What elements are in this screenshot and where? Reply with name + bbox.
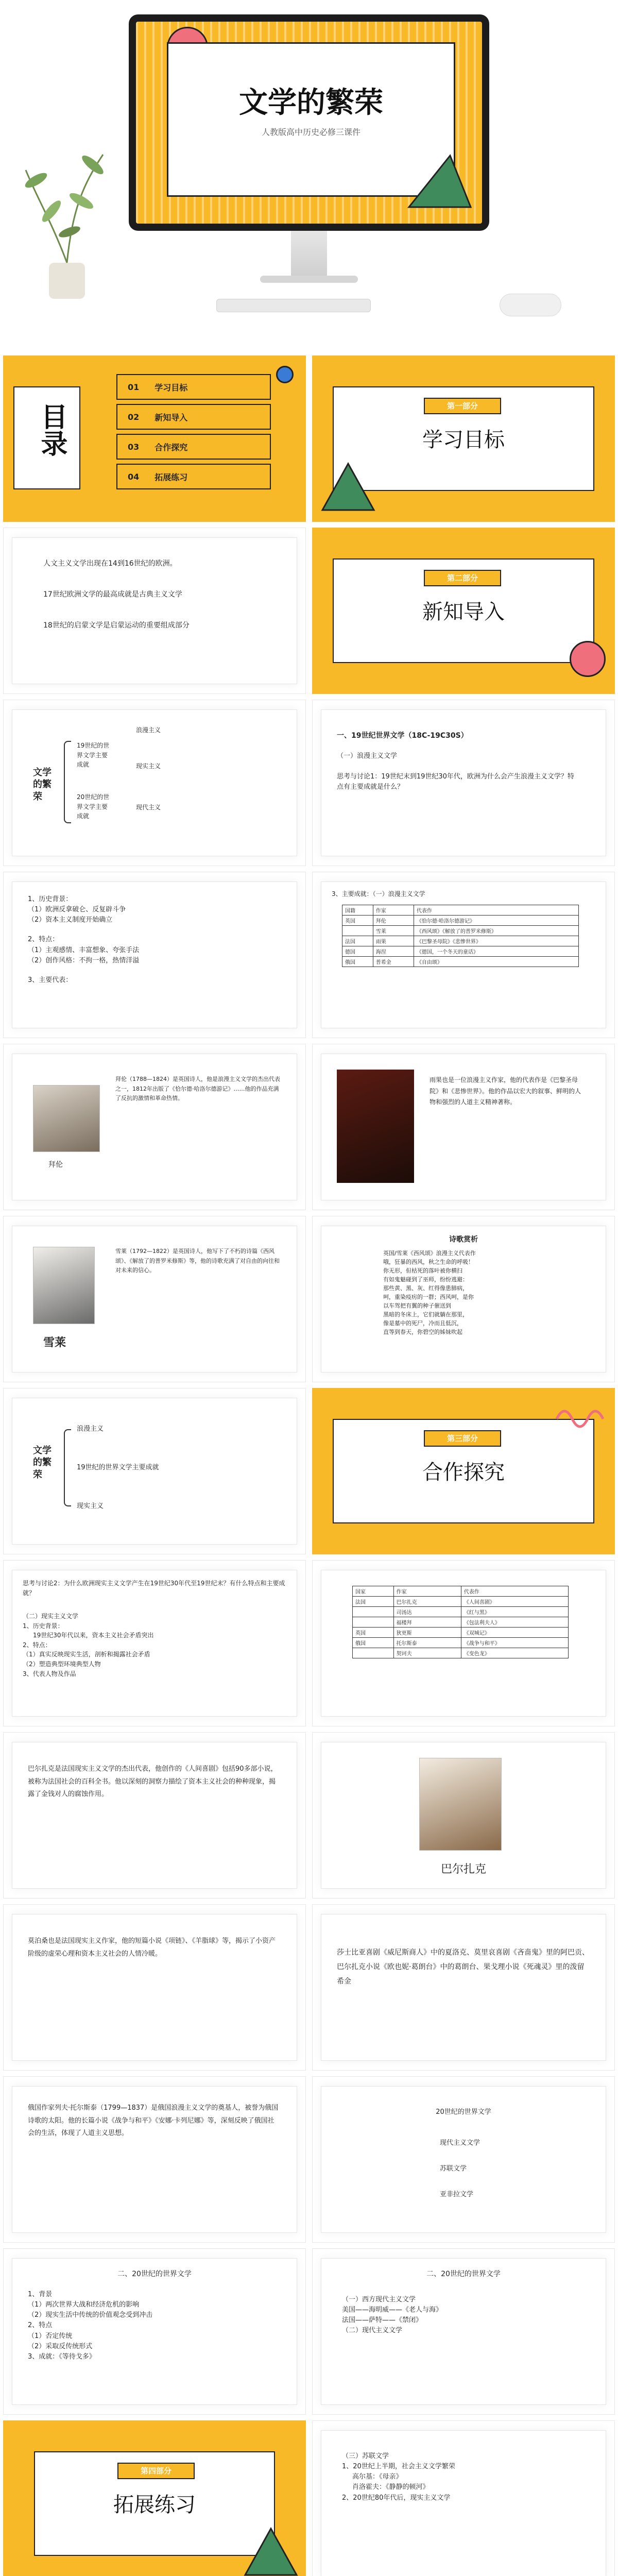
table-cell: 俄国: [342, 957, 373, 967]
poem-line: 像是墓中的死尸，冷而且低沉，: [383, 1320, 462, 1327]
table-row: [342, 916, 579, 926]
monitor-stand: [291, 231, 327, 277]
slide-part3: [312, 1388, 615, 1554]
part1-tag: 第一部分: [424, 398, 501, 414]
toc-num: 02: [128, 412, 140, 422]
real-line: （二）现实主义文学: [23, 1613, 79, 1620]
more-text: 莫泊桑也是法国现实主义作家，他的短篇小说《项链》、《羊脂球》等，揭示了小资产阶级的虚荣心理和资本主义社会的人情冷暖。: [28, 1937, 276, 1958]
keyboard: [216, 299, 371, 312]
slide-toc: [3, 355, 306, 522]
hero-title: 文学的繁荣: [239, 86, 383, 120]
blue-circle-shape: [276, 366, 294, 383]
part2-title: 新知导入: [422, 600, 505, 624]
tolstoy-text: 俄国作家列夫·托尔斯泰（1799—1837）是俄国浪漫主义文学的奠基人，被誉为俄国诗歌的太阳。他的长篇小说《战争与和平》《安娜·卡列尼娜》等，深刻反映了俄国社会的生活，体现了人道主义思想。: [28, 2104, 279, 2138]
mod-item: 现代主义文学: [440, 2139, 480, 2147]
toc-item[interactable]: [116, 404, 271, 430]
mod-center: 20世纪的世界文学: [436, 2108, 491, 2116]
soviet-line: 肖洛霍夫：《静静的顿河》: [352, 2483, 430, 2492]
monitor-screen: [136, 22, 482, 224]
achievement-table: [342, 905, 579, 967]
table-row: [353, 1597, 569, 1607]
table-cell: 雨果: [373, 936, 414, 946]
slide-part2: [312, 528, 615, 694]
table-cell: 《红与黑》: [461, 1607, 568, 1617]
spacer: [28, 925, 139, 935]
balzac-name: 巴尔扎克: [440, 1863, 486, 1876]
toc-label: 拓展练习: [154, 472, 188, 482]
sec20a-list: [28, 2290, 152, 2362]
mind1-leaf: 现实主义: [136, 762, 161, 770]
table-cell: 海涅: [373, 946, 414, 957]
hugo-text: 雨果也是一位浪漫主义作家，他的代表作是《巴黎圣母院》和《悲惨世界》。他的作品以宏大的叙事、鲜明的人物和强烈的人道主义精神著称。: [430, 1076, 581, 1106]
table2-box: [321, 1570, 606, 1717]
mind1-leaf: 现代主义: [136, 804, 161, 811]
part4-title: 拓展练习: [113, 2493, 196, 2517]
table-cell: 《西风颂》《解放了的普罗米修斯》: [414, 926, 578, 936]
sec20b-title: 二、20世纪的世界文学: [426, 2270, 501, 2278]
table-cell: 狄更斯: [393, 1628, 461, 1638]
slide-table2: [312, 1560, 615, 1726]
spacer: [28, 966, 139, 975]
green-triangle-shape: [404, 150, 476, 212]
balzac-text: 巴尔扎克是法国现实主义文学的杰出代表，他创作的《人间喜剧》包括90多部小说，被称为法国社会的百科全书。他以深刻的洞察力描绘了资本主义社会的种种现象，揭露了金钱对人的腐蚀作用。: [28, 1765, 278, 1799]
shelley-text: 雪莱（1792—1822）是英国诗人，他写下了不朽的诗篇《西风颂》、《解放了的普罗米修斯》等，他的诗歌充满了对自由的向往和对未来的信心。: [115, 1248, 280, 1274]
table-cell: 托尔斯泰: [393, 1638, 461, 1648]
part4-tag: 第四部分: [117, 2463, 195, 2479]
roman-line: 3、主要代表：: [28, 976, 73, 984]
poem-box: [321, 1226, 606, 1372]
mind2-box: [12, 1398, 297, 1545]
soviet-line: （三）苏联文学: [342, 2452, 389, 2460]
real-line: （1）真实反映现实生活，剖析和揭露社会矛盾: [23, 1651, 150, 1658]
sec20a-line: 2、特点: [28, 2321, 53, 2330]
table-cell: 司汤达: [393, 1607, 461, 1617]
real-line: 1、历史背景：: [23, 1622, 64, 1630]
table-cell: 《双城记》: [461, 1628, 568, 1638]
sec20a-line: 1、背景: [28, 2291, 53, 2298]
slide-sec20a: [3, 2248, 306, 2415]
roman-line: （1）主观感情、丰富想象、夸张手法: [28, 946, 140, 954]
mind2-leaf: 19世纪的世界文学主要成就: [77, 1464, 159, 1471]
slide-byron: [3, 1044, 306, 1210]
sec20b-line: （二）现代主义文学: [342, 2327, 403, 2335]
toc-label: 合作探究: [154, 442, 188, 452]
table-head-cell: 代表作: [461, 1586, 568, 1597]
table-cell: 法国: [342, 936, 373, 946]
shelley-box: [12, 1226, 297, 1372]
mind1-leaf: 浪漫主义: [136, 726, 161, 734]
sec20b-line: 法国——萨特——《禁闭》: [342, 2316, 423, 2325]
sec20b-line: 美国——海明威——《老人与海》: [342, 2306, 443, 2314]
roman-list: [28, 894, 139, 986]
goal-item: 18世纪的启蒙文学是启蒙运动的重要组成部分: [43, 621, 190, 630]
sec20a-line: （2）现实生活中传统的价值观念受到冲击: [28, 2311, 153, 2319]
wave-shape: [554, 1398, 611, 1429]
mind2-leaf: 浪漫主义: [77, 1425, 104, 1433]
soviet-list: [342, 2451, 455, 2503]
toc-num: 04: [128, 471, 140, 482]
toc-item[interactable]: [116, 434, 271, 460]
table-row: [353, 1617, 569, 1628]
part3-tag: 第三部分: [424, 1430, 501, 1447]
soviet-line: 1、20世纪上半期，社会主义文学繁荣: [342, 2463, 455, 2471]
slide-soviet: [312, 2420, 615, 2576]
sec20a-line: （1）两次世界大战和经济危机的影响: [28, 2301, 140, 2309]
slide-modern-map: [312, 2076, 615, 2243]
sec20a-title: 二、20世纪的世界文学: [117, 2270, 192, 2278]
bracket-shape: [64, 741, 71, 823]
roman-line: （2）资本主义制度开始确立: [28, 916, 113, 924]
table-cell: 《恰尔德·哈洛尔德游记》: [414, 916, 578, 926]
table-cell: 契诃夫: [393, 1648, 461, 1658]
sec19-box: [321, 709, 606, 856]
slide-table1: [312, 872, 615, 1038]
byron-portrait: [33, 1085, 100, 1152]
table-cell: 《人间喜剧》: [461, 1597, 568, 1607]
slide-balzac-text: [3, 1732, 306, 1899]
mind1-box: [12, 709, 297, 856]
table-row: [342, 957, 579, 967]
misers-box: [321, 1914, 606, 2061]
table-cell: 巴尔扎克: [393, 1597, 461, 1607]
table-cell: [353, 1617, 394, 1628]
roman-box: [12, 882, 297, 1028]
poem-line: 以车驾把有翼的种子催送到: [383, 1302, 451, 1310]
toc-label: 学习目标: [154, 382, 188, 393]
table-head-cell: 作家: [393, 1586, 461, 1597]
slide-mindmap2: [3, 1388, 306, 1554]
table-cell: 《战争与和平》: [461, 1638, 568, 1648]
part2-tag: 第二部分: [424, 570, 501, 586]
table-row: [353, 1648, 569, 1658]
real-list: [23, 1612, 154, 1679]
byron-name: 拜伦: [48, 1161, 63, 1169]
slide-mindmap1: [3, 700, 306, 866]
table-row: [342, 936, 579, 946]
table-cell: [353, 1648, 394, 1658]
balzac-portrait-box: [321, 1742, 606, 1889]
shelley-portrait: [33, 1247, 95, 1324]
poem-line: 直等到春天，你碧空的姊妹吹起: [383, 1329, 462, 1336]
real-line: 19世纪30年代以来，资本主义社会矛盾突出: [33, 1632, 154, 1639]
mind1-branch: 20世纪的世界文学主要成就: [77, 793, 110, 820]
poem-title: 诗歌赏析: [449, 1235, 478, 1244]
more-box: [12, 1914, 297, 2061]
part3-title: 合作探究: [422, 1461, 505, 1484]
monitor: [129, 14, 489, 231]
table-head-cell: 国籍: [342, 905, 373, 916]
sec19-subheading: （一）浪漫主义文学: [337, 752, 398, 760]
slide-part1: [312, 355, 615, 522]
mod-item: 苏联文学: [440, 2165, 467, 2173]
shelley-name: 雪莱: [43, 1336, 66, 1349]
soviet-box: [321, 2430, 606, 2576]
roman-line: 2、特点：: [28, 936, 59, 944]
toc-heading-box: [13, 386, 80, 489]
mind2-leaf: 现实主义: [77, 1502, 104, 1510]
balzac-portrait: [419, 1758, 502, 1851]
table-header-row: [353, 1586, 569, 1597]
real-line: （2）塑造典型环境典型人物: [23, 1660, 101, 1668]
table-cell: 普希金: [373, 957, 414, 967]
part1-title: 学习目标: [422, 428, 505, 452]
part3-box: [333, 1419, 594, 1523]
poem-line: 有如鬼魅碰到了巫师，纷纷逃避：: [383, 1276, 468, 1283]
balzac-text-box: [12, 1742, 297, 1889]
slide-realism: [3, 1560, 306, 1726]
table-row: [342, 926, 579, 936]
table-row: [342, 946, 579, 957]
plant-illustration: [21, 108, 113, 304]
mouse: [500, 294, 561, 316]
green-triangle-shape: [317, 459, 379, 515]
slide-balzac-portrait: [312, 1732, 615, 1899]
sec20b-line: （一）西方现代主义文学: [342, 2296, 416, 2303]
hero-section: [0, 0, 618, 350]
table-row: [353, 1607, 569, 1617]
mind1-center: 文学的繁荣: [33, 767, 52, 802]
slide-sec20b: [312, 2248, 615, 2415]
green-triangle-shape: [240, 2523, 302, 2576]
poem-line: 哦，狂暴的西风，秋之生命的呼吸！: [383, 1259, 474, 1266]
toc-item[interactable]: [116, 464, 271, 489]
poem-line: 你无形，但枯死的落叶被你横扫: [383, 1267, 462, 1275]
toc-item[interactable]: [116, 374, 271, 400]
mind1-branch: 19世纪的世界文学主要成就: [77, 742, 110, 769]
bracket-shape: [64, 1429, 71, 1506]
poem-lines: [383, 1249, 476, 1336]
table-cell: 拜伦: [373, 916, 414, 926]
table-cell: 福楼拜: [393, 1617, 461, 1628]
soviet-line: 2、20世纪80年代后，现实主义文学: [342, 2494, 451, 2502]
table-cell: 英国: [353, 1628, 394, 1638]
table-cell: [353, 1607, 394, 1617]
sec20b-box: [321, 2258, 606, 2405]
slide-sec19: [312, 700, 615, 866]
real-line: 2、特点：: [23, 1641, 52, 1649]
sec20a-line: （1）否定传统: [28, 2332, 73, 2340]
table-cell: 俄国: [353, 1638, 394, 1648]
slide-maupassant: [3, 1904, 306, 2071]
sec20a-box: [12, 2258, 297, 2405]
mod-box: [321, 2086, 606, 2233]
table-cell: 雪莱: [373, 926, 414, 936]
table-cell: 《自由颂》: [414, 957, 578, 967]
toc-num: 01: [128, 382, 140, 392]
part2-box: [333, 558, 594, 663]
table-row: [353, 1628, 569, 1638]
slide-hugo: [312, 1044, 615, 1210]
table-row: [353, 1638, 569, 1648]
part4-box: [34, 2451, 275, 2556]
roman-line: 1、历史背景：: [28, 895, 73, 903]
table-head-cell: 国家: [353, 1586, 394, 1597]
roman-line: （1）欧洲反拿破仑、反复辟斗争: [28, 906, 126, 914]
goal-item: 人文主义文学出现在14到16世纪的欧洲。: [43, 560, 177, 568]
toc-heading: 目录: [36, 403, 67, 456]
slide-misers: [312, 1904, 615, 2071]
table-head-cell: 作家: [373, 905, 414, 916]
sec19-heading: 一、19世纪世界文学（18C-19C30S）: [337, 732, 468, 740]
sec19-question: 思考与讨论1：19世纪末到19世纪30年代，欧洲为什么会产生浪漫主义文学？特点有主要成就是什么？: [337, 773, 574, 791]
table-cell: 《巴黎圣母院》《悲惨世界》: [414, 936, 578, 946]
real-line: 3、代表人物及作品: [23, 1670, 76, 1677]
roman-line: （2）创作风格：不拘一格，热情洋溢: [28, 956, 140, 964]
toc-label: 新知导入: [154, 412, 188, 422]
book-cover-image: [337, 1070, 414, 1183]
table-cell: 《变色龙》: [461, 1648, 568, 1658]
tolstoy-box: [12, 2086, 297, 2233]
poem-line: 英国/雪莱《西风颂》浪漫主义代表作: [383, 1250, 476, 1257]
sec20a-line: （2）采取反传统形式: [28, 2342, 93, 2350]
pink-circle-shape: [570, 641, 606, 677]
mod-item: 亚非拉文学: [440, 2191, 474, 2198]
realism-table: [352, 1586, 569, 1658]
table-cell: 法国: [353, 1597, 394, 1607]
slide-roman: [3, 872, 306, 1038]
table-cell: 英国: [342, 916, 373, 926]
byron-text: 拜伦（1788—1824）是英国诗人，他是浪漫主义文学的杰出代表之一，1812年出版了《恰尔德·哈洛尔德游记》……他的作品充满了反抗的激情和革命热情。: [115, 1076, 280, 1102]
slide-goals: [3, 528, 306, 694]
monitor-foot: [260, 276, 358, 283]
slide-tolstoy: [3, 2076, 306, 2243]
real-box: [12, 1570, 297, 1717]
goal-item: 17世纪欧洲文学的最高成就是古典主义文学: [43, 590, 182, 599]
slide-poem: [312, 1216, 615, 1382]
sec20b-list: [342, 2295, 442, 2336]
sec20a-line: 3、成就：《等待戈多》: [28, 2352, 96, 2361]
hero-subtitle: 人教版高中历史必修三课件: [261, 127, 360, 137]
toc-list: [116, 374, 271, 489]
byron-box: [12, 1054, 297, 1200]
table-cell: 德国: [342, 946, 373, 957]
table-cell: [342, 926, 373, 936]
mind2-center: 文学的繁荣: [33, 1445, 52, 1480]
slide-part4: [3, 2420, 306, 2576]
poem-line: 那些黄、黑、灰、红得像患肺病，: [383, 1285, 468, 1292]
table-cell: 《包法利夫人》: [461, 1617, 568, 1628]
table1-box: [321, 882, 606, 1028]
table-cell: 《德国，一个冬天的童话》: [414, 946, 578, 957]
table-header-row: [342, 905, 579, 916]
soviet-line: 高尔基：《母亲》: [352, 2473, 403, 2481]
hugo-box: [321, 1054, 606, 1200]
slide-shelley: [3, 1216, 306, 1382]
table-head-cell: 代表作: [414, 905, 578, 916]
poem-line: 呵，重染疫疠的一群；西风呵，是你: [383, 1294, 474, 1301]
toc-num: 03: [128, 442, 140, 452]
goals-box: [12, 537, 297, 684]
poem-line: 黑暗的冬床上，它们就躺在那里，: [383, 1311, 468, 1318]
misers-text: 莎士比亚喜剧《威尼斯商人》中的夏洛克、莫里哀喜剧《吝啬鬼》里的阿巴贡、巴尔扎克小说《欧也妮·葛朗台》中的葛朗台、果戈理小说《死魂灵》里的泼留希金: [337, 1948, 589, 1986]
table1-title: 3、主要成就：（一）浪漫主义文学: [332, 890, 425, 897]
real-question: 思考与讨论2：为什么欧洲现实主义文学产生在19世纪30年代至19世纪末？有什么特点和主要成就？: [23, 1580, 285, 1597]
